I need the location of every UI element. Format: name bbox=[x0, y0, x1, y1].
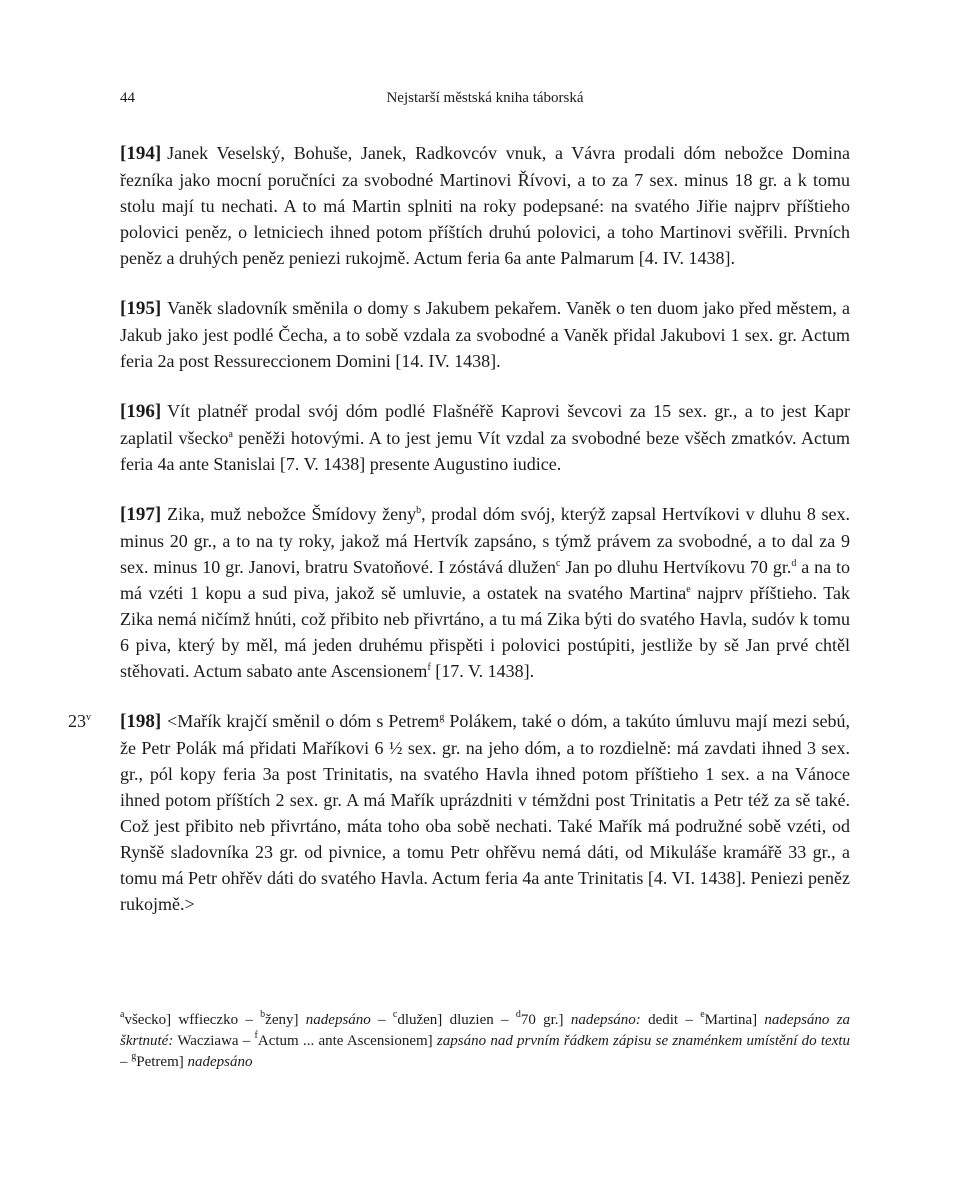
footnote-separator: – bbox=[678, 1012, 701, 1028]
entry-number: [197] bbox=[120, 504, 162, 525]
entry-number: [198] bbox=[120, 711, 162, 732]
entry-number: [195] bbox=[120, 298, 162, 319]
entry-196 bbox=[120, 398, 850, 477]
running-title: Nejstarší městská kniha táborská bbox=[386, 90, 584, 106]
footnote-separator: – bbox=[370, 1012, 393, 1028]
footnote-ref: d bbox=[791, 558, 797, 569]
folio-number: 23 bbox=[68, 711, 86, 731]
entry-text: Vaněk sladovník směnila o domy s Jakubem pekařem. Vaněk o ten duom jako před městem, a Jakub jako jest podlé Čecha, a to sobě vzdala za svobodné a Vaněk přidal Jakubovi 1 sex. gr. Actum feria 2a post Ressureccionem Domini [14. IV. 1438]. bbox=[120, 298, 850, 371]
footnote-mark: f bbox=[254, 1030, 258, 1041]
footnote-separator: – bbox=[493, 1012, 516, 1028]
entry-text: , prodal dóm svój, kterýž zapsal Hertvíkovi v dluhu 8 sex. minus 20 gr., a to na ty roky, jakož má Hertvík zapsáno, s týmž právem za svobodné, a to dal za 9 sex. minus 10 gr. Janovi, bratru Svatoňové. I zóstává dlužen bbox=[120, 504, 850, 577]
entry-194 bbox=[120, 140, 850, 271]
footnote-text: Actum ... ante Ascensionem] bbox=[257, 1033, 433, 1049]
entry-text: [17. V. 1438]. bbox=[430, 661, 535, 681]
footnotes bbox=[120, 1010, 850, 1073]
page-number: 44 bbox=[120, 90, 135, 106]
entry-number: [196] bbox=[120, 401, 162, 422]
footnote-text: Martina] bbox=[704, 1012, 758, 1028]
footnote-note: nadepsáno za škrtnuté: bbox=[120, 1012, 851, 1049]
footnote-text: Petrem] bbox=[136, 1054, 184, 1070]
entry-text: Vít platnéř prodal svój dóm podlé Flašnéřě Kaprovi ševcovi za 15 sex. gr., a to jest Kapr zaplatil všecko bbox=[120, 401, 850, 448]
footnote-ref: f bbox=[427, 662, 431, 673]
footnote-mark: d bbox=[515, 1009, 521, 1020]
footnote-note: zapsáno nad prvním řádkem zápisu se znaménkem umístění do textu bbox=[436, 1033, 851, 1049]
entry-text: peněži hotovými. A to jest jemu Vít vzdal za svobodné beze všěch zmatkóv. Actum feria 4a ante Stanislai [7. V. 1438] presente Augustino iudice. bbox=[120, 428, 850, 474]
footnote-mark: b bbox=[260, 1009, 266, 1020]
entry-text: Polákem, také o dóm, a takúto úmluvu mají mezi sebú, že Petr Polák má přidati Maříkovi 6 ½ sex. gr. na jeho dóm, a to rozdielně: má zavdati ihned 3 sex. gr., pól kopy feria 3a post Trinitatis, na svatého Havla ihned potom příštieho 1 sex. a na Vánoce ihned potom příštích 2 sex. gr. A má Mařík uprázdniti v témždni post Trinitatis a Petr též za sě také. Což jest přibito neb přivrtáno, máta toho oba sobě nechati. Také Mařík má podružné sobě vzéti, od Rynšě sladovníka 23 gr. od pivnice, a tomu Petr ohřěvu nemá dáti, od Mikuláše kramářě 33 gr., a tomu má Petr ohřěv dáti do svatého Havla. Actum feria 4a ante Trinitatis [4. VI. 1438]. Peniezi peněz rukojmě.> bbox=[120, 711, 851, 914]
entry-198 bbox=[68, 708, 851, 917]
entry-number: [194] bbox=[120, 143, 162, 164]
footnote-note: nadepsáno bbox=[305, 1012, 371, 1028]
page-header bbox=[120, 90, 850, 114]
entry-text: najprv příštieho. Tak Zika nemá ničímž hnúti, což přibito neb přivrtáno, a tu má Zika býti do svatého Havla, sudóv k tomu 6 piva, který by měl, má jeden druhému přispěti i polovici postúpiti, jestliže by sě Jan prvé chtěl stěhovati. Actum sabato ante Ascensionem bbox=[120, 583, 850, 681]
footnote-text: dedit bbox=[648, 1012, 679, 1028]
footnote-text: všecko] wffieczko bbox=[124, 1012, 239, 1028]
footnote-note: nadepsáno: bbox=[570, 1012, 641, 1028]
entry-text: Jan po dluhu Hertvíkovu 70 gr. bbox=[560, 557, 792, 577]
footnote-ref: c bbox=[556, 558, 561, 569]
entry-text: Janek Veselský, Bohuše, Janek, Radkovcóv vnuk, a Vávra prodali dóm nebožce Domina řezníka jako mocní poručníci za svobodné Martinovi Řívovi, a to za 7 sex. minus 18 gr. a k tomu stolu mají tu nechati. A to má Martin splniti na roky podepsané: na svatého Jiřie najprv příštieho polovici peněz, o letniciech ihned potom příštích druhú polovici, a toho Martinovi svěřili. Prvních peněz a druhých peněz peniezi rukojmě. Actum feria 6a ante Palmarum [4. IV. 1438]. bbox=[120, 143, 850, 268]
footnote-mark: g bbox=[131, 1051, 137, 1062]
footnote-ref: e bbox=[686, 584, 691, 595]
footnote-text: ženy] bbox=[265, 1012, 299, 1028]
entry-195 bbox=[120, 295, 850, 374]
footnote-separator: – bbox=[238, 1033, 255, 1049]
footnote-ref: b bbox=[416, 505, 422, 516]
footnote-mark: e bbox=[700, 1009, 705, 1020]
entry-text: a na to má vzéti 1 kopu a sud piva, jakož sě umluvie, a ostatek na svatého Martina bbox=[120, 557, 851, 603]
entry-197 bbox=[120, 501, 850, 684]
entry-text: Zika, muž nebožce Šmídovy ženy bbox=[167, 504, 417, 524]
footnote-separator: – bbox=[238, 1012, 261, 1028]
entry-text: <Mařík krajčí směnil o dóm s Petrem bbox=[167, 711, 440, 731]
footnote-mark: c bbox=[392, 1009, 398, 1020]
footnote-text: 70 gr.] bbox=[520, 1012, 564, 1028]
footnote-ref: g bbox=[439, 712, 445, 723]
entries bbox=[68, 140, 851, 941]
footnote-separator: – bbox=[120, 1054, 132, 1070]
footnote-note: nadepsáno bbox=[187, 1054, 253, 1070]
footnote-text: dlužen] dluzien bbox=[397, 1012, 494, 1028]
folio-margin-note bbox=[68, 708, 91, 734]
folio-side: v bbox=[86, 712, 91, 723]
footnote-ref: a bbox=[228, 429, 233, 440]
footnote-mark: a bbox=[120, 1009, 125, 1020]
footnote-text: Wacziawa bbox=[177, 1033, 239, 1049]
